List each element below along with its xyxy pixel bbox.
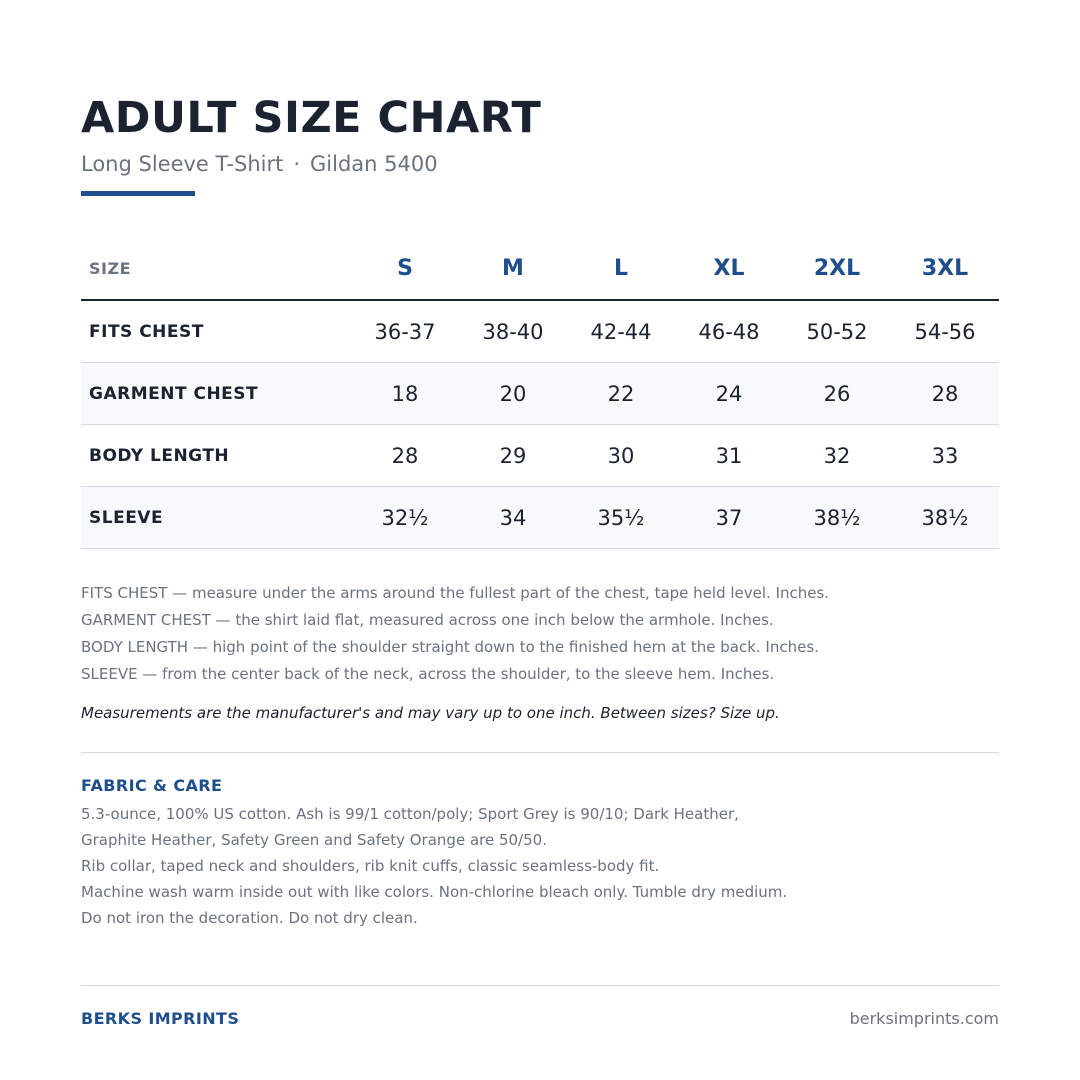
table-cell: 36-37 [351, 300, 459, 363]
table-cell: 32 [783, 425, 891, 487]
table-row-body-length [81, 425, 999, 487]
care-line: Graphite Heather, Safety Green and Safety Orange are 50/50. [81, 831, 547, 849]
size-header-3xl: 3XL [891, 238, 999, 300]
website-link[interactable]: berksimprints.com [849, 1009, 999, 1028]
measurement-notes [81, 580, 999, 727]
row-label: FITS CHEST [81, 300, 351, 363]
title-accent-bar [81, 191, 195, 196]
size-column-label: SIZE [81, 238, 351, 300]
brand-name: BERKS IMPRINTS [81, 1009, 240, 1028]
care-line: Machine wash warm inside out with like colors. Non-chlorine bleach only. Tumble dry medium. [81, 883, 788, 901]
size-header-2xl: 2XL [783, 238, 891, 300]
table-cell: 32½ [351, 487, 459, 549]
note-body-length: BODY LENGTH — high point of the shoulder straight down to the finished hem at the back. Inches. [81, 638, 819, 656]
care-line: 5.3-ounce, 100% US cotton. Ash is 99/1 cotton/poly; Sport Grey is 90/10; Dark Heather, [81, 805, 739, 823]
table-cell: 22 [567, 363, 675, 425]
table-cell: 38½ [891, 487, 999, 549]
fabric-care-section [81, 774, 999, 931]
table-cell: 31 [675, 425, 783, 487]
table-row-sleeve [81, 487, 999, 549]
table-row-garment-chest [81, 363, 999, 425]
table-cell: 34 [459, 487, 567, 549]
footer-divider [81, 985, 999, 986]
table-row-fits-chest [81, 300, 999, 363]
table-cell: 38½ [783, 487, 891, 549]
row-label: SLEEVE [81, 487, 351, 549]
size-header-row [81, 238, 999, 300]
note-garment-chest: GARMENT CHEST — the shirt laid flat, measured across one inch below the armhole. Inches. [81, 611, 774, 629]
row-label: GARMENT CHEST [81, 363, 351, 425]
size-chart-page [81, 0, 999, 1080]
table-cell: 24 [675, 363, 783, 425]
size-header-s: S [351, 238, 459, 300]
table-cell: 29 [459, 425, 567, 487]
fabric-care-heading: FABRIC & CARE [81, 776, 223, 795]
care-line: Do not iron the decoration. Do not dry clean. [81, 909, 418, 927]
product-name: Long Sleeve T-Shirt [81, 152, 284, 176]
table-cell: 28 [351, 425, 459, 487]
section-divider [81, 752, 999, 753]
table-cell: 28 [891, 363, 999, 425]
size-header-m: M [459, 238, 567, 300]
table-cell: 50-52 [783, 300, 891, 363]
table-cell: 35½ [567, 487, 675, 549]
note-fits-chest: FITS CHEST — measure under the arms around the fullest part of the chest, tape held level. Inches. [81, 584, 830, 602]
row-label: BODY LENGTH [81, 425, 351, 487]
table-cell: 33 [891, 425, 999, 487]
measurement-disclaimer: Measurements are the manufacturer's and may vary up to one inch. Between sizes? Size up. [81, 704, 780, 722]
product-model: Gildan 5400 [310, 152, 438, 176]
size-table [81, 238, 999, 549]
care-line: Rib collar, taped neck and shoulders, rib knit cuffs, classic seamless-body fit. [81, 857, 660, 875]
page-title: ADULT SIZE CHART [81, 93, 542, 143]
table-cell: 42-44 [567, 300, 675, 363]
size-header-l: L [567, 238, 675, 300]
table-cell: 26 [783, 363, 891, 425]
table-cell: 20 [459, 363, 567, 425]
note-sleeve: SLEEVE — from the center back of the neck, across the shoulder, to the sleeve hem. Inches. [81, 665, 775, 683]
subtitle-separator: · [293, 152, 301, 176]
table-cell: 38-40 [459, 300, 567, 363]
size-header-xl: XL [675, 238, 783, 300]
table-cell: 18 [351, 363, 459, 425]
product-subtitle [81, 150, 438, 178]
table-cell: 37 [675, 487, 783, 549]
table-cell: 30 [567, 425, 675, 487]
table-cell: 54-56 [891, 300, 999, 363]
table-cell: 46-48 [675, 300, 783, 363]
